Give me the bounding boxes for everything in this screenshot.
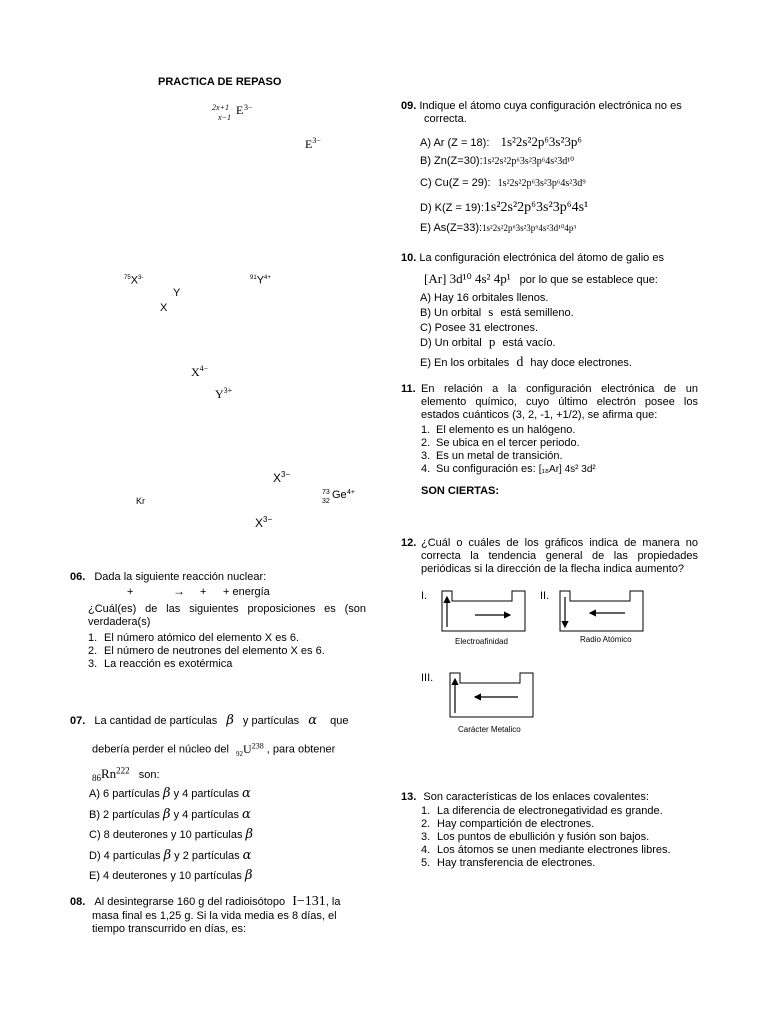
answer-label: SON CIERTAS: — [421, 485, 500, 497]
question-09-stem — [401, 100, 682, 113]
alpha-symbol: α — [242, 806, 251, 822]
mass-number: 222 — [116, 765, 130, 775]
mass-number: 91 — [250, 275, 257, 281]
symbol-x: X — [160, 302, 168, 314]
beta-symbol: β — [162, 806, 171, 822]
atomic-number: 92 — [236, 749, 244, 758]
option-c: C) Posee 31 electrones. — [420, 321, 539, 334]
question-07-options — [89, 784, 253, 887]
electron-configuration: 1s²2s²2p⁶3s²3p⁶4s²3d⁹ — [497, 178, 586, 189]
option-b: B) 2 partículas β y 4 partículas α — [89, 806, 251, 822]
symbol-x4 — [191, 362, 208, 379]
text-segment: Son características de los enlaces covalentes: — [423, 791, 649, 803]
electron-configuration: 1s²2s²2p⁶3s²3p⁶4s¹ — [483, 200, 589, 215]
list-item: 3. Los puntos de ebullición y fusión son bajos. — [421, 831, 650, 843]
ion-charge: 3− — [281, 470, 291, 479]
beta-symbol: β — [244, 868, 253, 883]
text-segment: que — [330, 715, 349, 727]
symbol-x75 — [124, 272, 143, 288]
option-label: A) Ar (Z = 18): — [420, 137, 490, 149]
electron-configuration: 1s²2s²2p⁶3s²3p⁶4s²3d¹⁰4p³ — [482, 223, 577, 233]
reaction-plus-2: + — [200, 586, 207, 598]
element-symbol: E — [236, 103, 244, 117]
atomic-number: 86 — [92, 772, 101, 783]
symbol-e-ion — [305, 134, 321, 151]
text-segment: debería perder el núcleo del — [92, 743, 229, 756]
symbol-e-nuclide — [212, 103, 272, 127]
text-segment: , para obtener — [266, 743, 336, 756]
graph-iii-caption: Carácter Metalico — [458, 725, 521, 734]
question-06 — [70, 571, 266, 584]
list-item: 2. Hay compartición de electrones. — [421, 818, 595, 830]
uranium-nuclide — [236, 741, 264, 758]
beta-symbol: β — [245, 827, 254, 842]
alpha-symbol: α — [308, 713, 318, 728]
question-07-line2 — [92, 739, 335, 761]
radon-nuclide — [92, 765, 130, 783]
element-symbol: X — [255, 516, 264, 530]
symbol-x3-a — [273, 468, 290, 485]
list-item: 5. Hay transferencia de electrones. — [421, 857, 596, 869]
graph-ii-caption: Radio Atómico — [580, 635, 632, 644]
question-number: 09. — [401, 100, 417, 112]
electron-configuration: 1s²2s²2p⁶3s²3p⁶4s²3d¹⁰ — [482, 156, 575, 167]
question-12-num — [401, 537, 416, 550]
element-symbol: Rn — [101, 765, 117, 781]
electron-configuration: 1s²2s²2p⁶3s²3p⁶ — [500, 134, 582, 149]
option-a — [420, 135, 582, 150]
graph-caracter-metalico — [450, 673, 533, 717]
list-item: 2. Se ubica en el tercer periodo. — [421, 437, 580, 449]
question-10-options — [420, 291, 632, 370]
ion-charge: 4+ — [347, 489, 355, 496]
graph-i-caption: Electroafinidad — [455, 637, 508, 646]
graph-radio-atomico — [560, 591, 643, 631]
list-item: 1. El elemento es un halógeno. — [421, 424, 576, 436]
list-item: 1. La diferencia de electronegatividad es grande. — [421, 805, 663, 817]
option-label: D) K(Z = 19): — [420, 202, 484, 214]
option-a: A) 6 partículas β y 4 partículas α — [89, 786, 251, 801]
symbol-y: Y — [173, 287, 181, 299]
reaction-plus-1: + — [127, 586, 134, 598]
graph-ii-label: II. — [540, 590, 550, 602]
element-symbol: E — [305, 137, 313, 151]
option-d: D) Un orbital p está vacío. — [420, 333, 556, 349]
symbol-kr: Kr — [136, 496, 145, 506]
list-item: 4. Su configuración es: [₁₈Ar] 4s² 3d² — [421, 463, 596, 475]
text-segment: , la — [325, 896, 341, 908]
question-number: 06. — [70, 571, 86, 583]
option-label: C) Cu(Z = 29): — [420, 177, 491, 189]
ion-charge: 3- — [138, 275, 144, 281]
graph-i-label: I. — [421, 590, 428, 602]
option-c: C) 8 deuterones y 10 partículas β — [89, 827, 254, 842]
question-stem: Dada la siguiente reacción nuclear: — [94, 571, 267, 583]
question-11-items — [421, 424, 596, 476]
mass-number: 2x+1 — [212, 103, 229, 112]
question-number: 07. — [70, 715, 86, 727]
element-symbol: Y — [256, 274, 265, 287]
page-title: PRACTICA DE REPASO — [158, 76, 282, 88]
question-08-line1 — [70, 895, 340, 909]
orbital-symbol: s — [488, 304, 494, 320]
ion-charge: 3+ — [223, 386, 233, 395]
orbital-symbol: p — [488, 333, 496, 349]
ion-charge: 3− — [244, 103, 253, 112]
question-number: 08. — [70, 896, 86, 908]
beta-symbol: β — [162, 786, 171, 801]
option-b — [420, 155, 574, 168]
atomic-number: 32 — [322, 498, 330, 505]
ion-charge: 3− — [263, 515, 273, 524]
symbol-y3 — [215, 384, 232, 401]
option-b: B) Un orbital s está semilleno. — [420, 304, 574, 320]
element-symbol: X — [191, 365, 200, 379]
question-08-line2: masa final es 1,25 g. Si la vida media es 8 días, el — [92, 910, 337, 922]
element-symbol: X — [130, 274, 139, 287]
isotope-label: I−131 — [292, 894, 326, 909]
reaction-arrow: → — [173, 584, 185, 598]
ion-charge: 4+ — [264, 275, 271, 281]
option-d: D) 4 partículas β y 2 partículas α — [89, 847, 252, 863]
question-06-items — [88, 632, 325, 671]
question-number: 13. — [401, 791, 417, 803]
question-number: 10. — [401, 252, 417, 264]
alpha-symbol: α — [242, 847, 252, 863]
element-symbol: Ge — [332, 489, 347, 501]
graph-electroafinidad — [442, 591, 525, 631]
question-12-stem: ¿Cuál o cuáles de los gráficos indica de manera no correcta la tendencia general de las propiedades periódicas si la dirección de la flecha indica aumento? — [421, 537, 698, 575]
question-13-stem — [401, 791, 649, 804]
option-e: E) 4 deuterones y 10 partículas β — [89, 868, 253, 883]
text-segment: Indique el átomo cuya configuración electrónica no es — [419, 100, 682, 112]
text-segment: La configuración electrónica del átomo de galio es — [419, 252, 664, 264]
symbol-x3-b — [255, 513, 272, 530]
text-segment: son: — [138, 768, 160, 781]
element-symbol: X — [273, 471, 282, 485]
orbital-symbol: d — [516, 355, 524, 371]
text-segment: La cantidad de partículas — [94, 715, 218, 727]
electron-configuration: [Ar] 3d¹⁰ 4s² 4p¹ — [424, 271, 511, 286]
beta-symbol: β — [226, 713, 234, 728]
atomic-number: x−1 — [218, 113, 231, 122]
mass-number: 75 — [124, 275, 131, 281]
question-07-line1 — [70, 714, 348, 728]
text-segment: por lo que se establece que: — [519, 274, 658, 286]
question-number: 11. — [401, 383, 416, 395]
question-11-stem: En relación a la configuración electrónica de un elemento químico, cuyo último electrón posee los estados cuánticos (3, 2, -1, +1/2), se afirma que: — [421, 383, 698, 421]
text-segment: y partículas — [242, 715, 300, 727]
symbol-ge — [322, 486, 372, 508]
graph-iii-label: III. — [421, 672, 434, 684]
option-label: B) Zn(Z=30): — [420, 155, 483, 167]
periodic-trend-graphs — [430, 585, 710, 740]
option-e: E) En los orbitales d hay doce electrones. — [420, 355, 632, 371]
list-item: 1. El número atómico del elemento X es 6. — [88, 632, 300, 644]
ion-charge: 4− — [199, 364, 209, 373]
question-09-stem-2: correcta. — [424, 113, 467, 125]
mass-number: 73 — [322, 489, 330, 496]
question-07-line3 — [92, 764, 160, 785]
question-06-prompt: ¿Cuál(es) de las siguientes proposiciones es (son verdadera(s) — [88, 603, 366, 628]
electron-configuration: [₁₈Ar] 4s² 3d² — [538, 464, 596, 475]
element-symbol: Y — [215, 387, 224, 401]
option-c — [420, 177, 586, 190]
question-11-num — [401, 383, 416, 396]
question-10-config-line — [424, 272, 658, 287]
list-item: 2. El número de neutrones del elemento X es 6. — [88, 645, 325, 657]
option-e — [420, 222, 576, 235]
reaction-energy: + energía — [223, 586, 270, 598]
element-symbol: U — [243, 741, 252, 756]
beta-symbol: β — [163, 847, 172, 863]
mass-number: 238 — [251, 741, 264, 750]
option-d — [420, 201, 588, 215]
list-item: 4. Los átomos se unen mediante electrones libres. — [421, 844, 671, 856]
text-segment: Al desintegrarse 160 g del radioisótopo — [94, 896, 286, 908]
option-a: A) Hay 16 orbitales llenos. — [420, 292, 549, 304]
alpha-symbol: α — [242, 786, 251, 801]
symbol-y91 — [250, 272, 271, 288]
question-13-items — [421, 805, 671, 870]
option-label: E) As(Z=33): — [420, 222, 483, 234]
question-number: 12. — [401, 537, 417, 549]
question-08-line3: tiempo transcurrido en días, es: — [92, 923, 247, 935]
question-10-stem — [401, 252, 698, 265]
list-item: 3. La reacción es exotérmica — [88, 658, 233, 670]
list-item: 3. Es un metal de transición. — [421, 450, 563, 462]
ion-charge: 3− — [312, 136, 321, 145]
